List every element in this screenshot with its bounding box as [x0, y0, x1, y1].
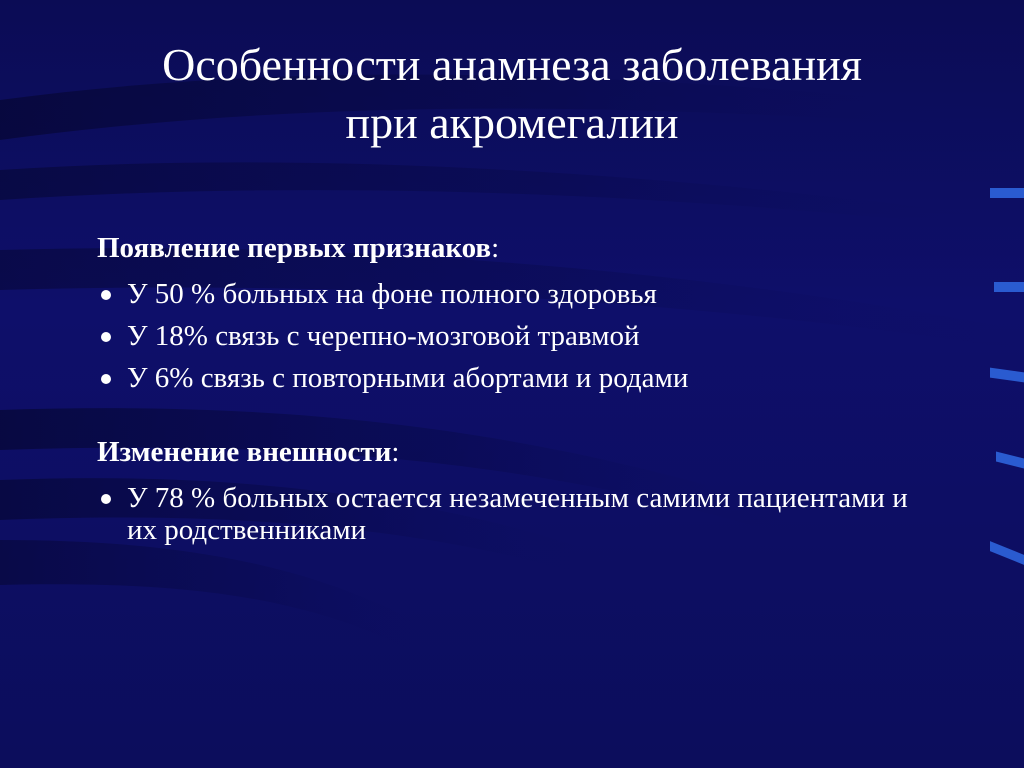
- bullet-item: [97, 362, 957, 394]
- bullet-list-first-signs: [97, 278, 957, 394]
- bullet-dot-icon: [101, 290, 111, 300]
- bullet-dot-icon: [101, 374, 111, 384]
- bullet-item-text: У 6% связь с повторными абортами и родами: [127, 362, 689, 394]
- bullet-item: [97, 320, 957, 352]
- section-heading-first-signs: [97, 226, 957, 270]
- section-heading-first-signs-colon: :: [491, 232, 500, 264]
- bullet-list-appearance-change: [97, 482, 957, 546]
- bullet-dot-icon: [101, 332, 111, 342]
- bullet-item-text: У 18% связь с черепно-мозговой травмой: [127, 320, 640, 352]
- slide-content: [97, 226, 957, 556]
- section-heading-first-signs-text: Появление первых признаков: [97, 232, 492, 264]
- bullet-item: [97, 482, 917, 546]
- accent-bar-1: [990, 188, 1024, 198]
- slide-title-line-1: Особенности анамнеза заболевания: [162, 39, 862, 90]
- section-heading-appearance-change-colon: :: [391, 436, 400, 468]
- slide-title: [0, 36, 1024, 152]
- section-heading-appearance-change: [97, 430, 957, 474]
- bullet-dot-icon: [101, 494, 111, 504]
- slide-title-line-2: при акромегалии: [345, 97, 679, 148]
- section-spacer: [97, 404, 957, 430]
- accent-bar-2: [994, 282, 1024, 292]
- section-heading-appearance-change-text: Изменение внешности: [97, 436, 392, 468]
- bullet-item-text: У 50 % больных на фоне полного здоровья: [127, 278, 657, 310]
- bullet-item-text: У 78 % больных остается незамеченным самими пациентами и их родственниками: [127, 482, 908, 546]
- bullet-item: [97, 278, 957, 310]
